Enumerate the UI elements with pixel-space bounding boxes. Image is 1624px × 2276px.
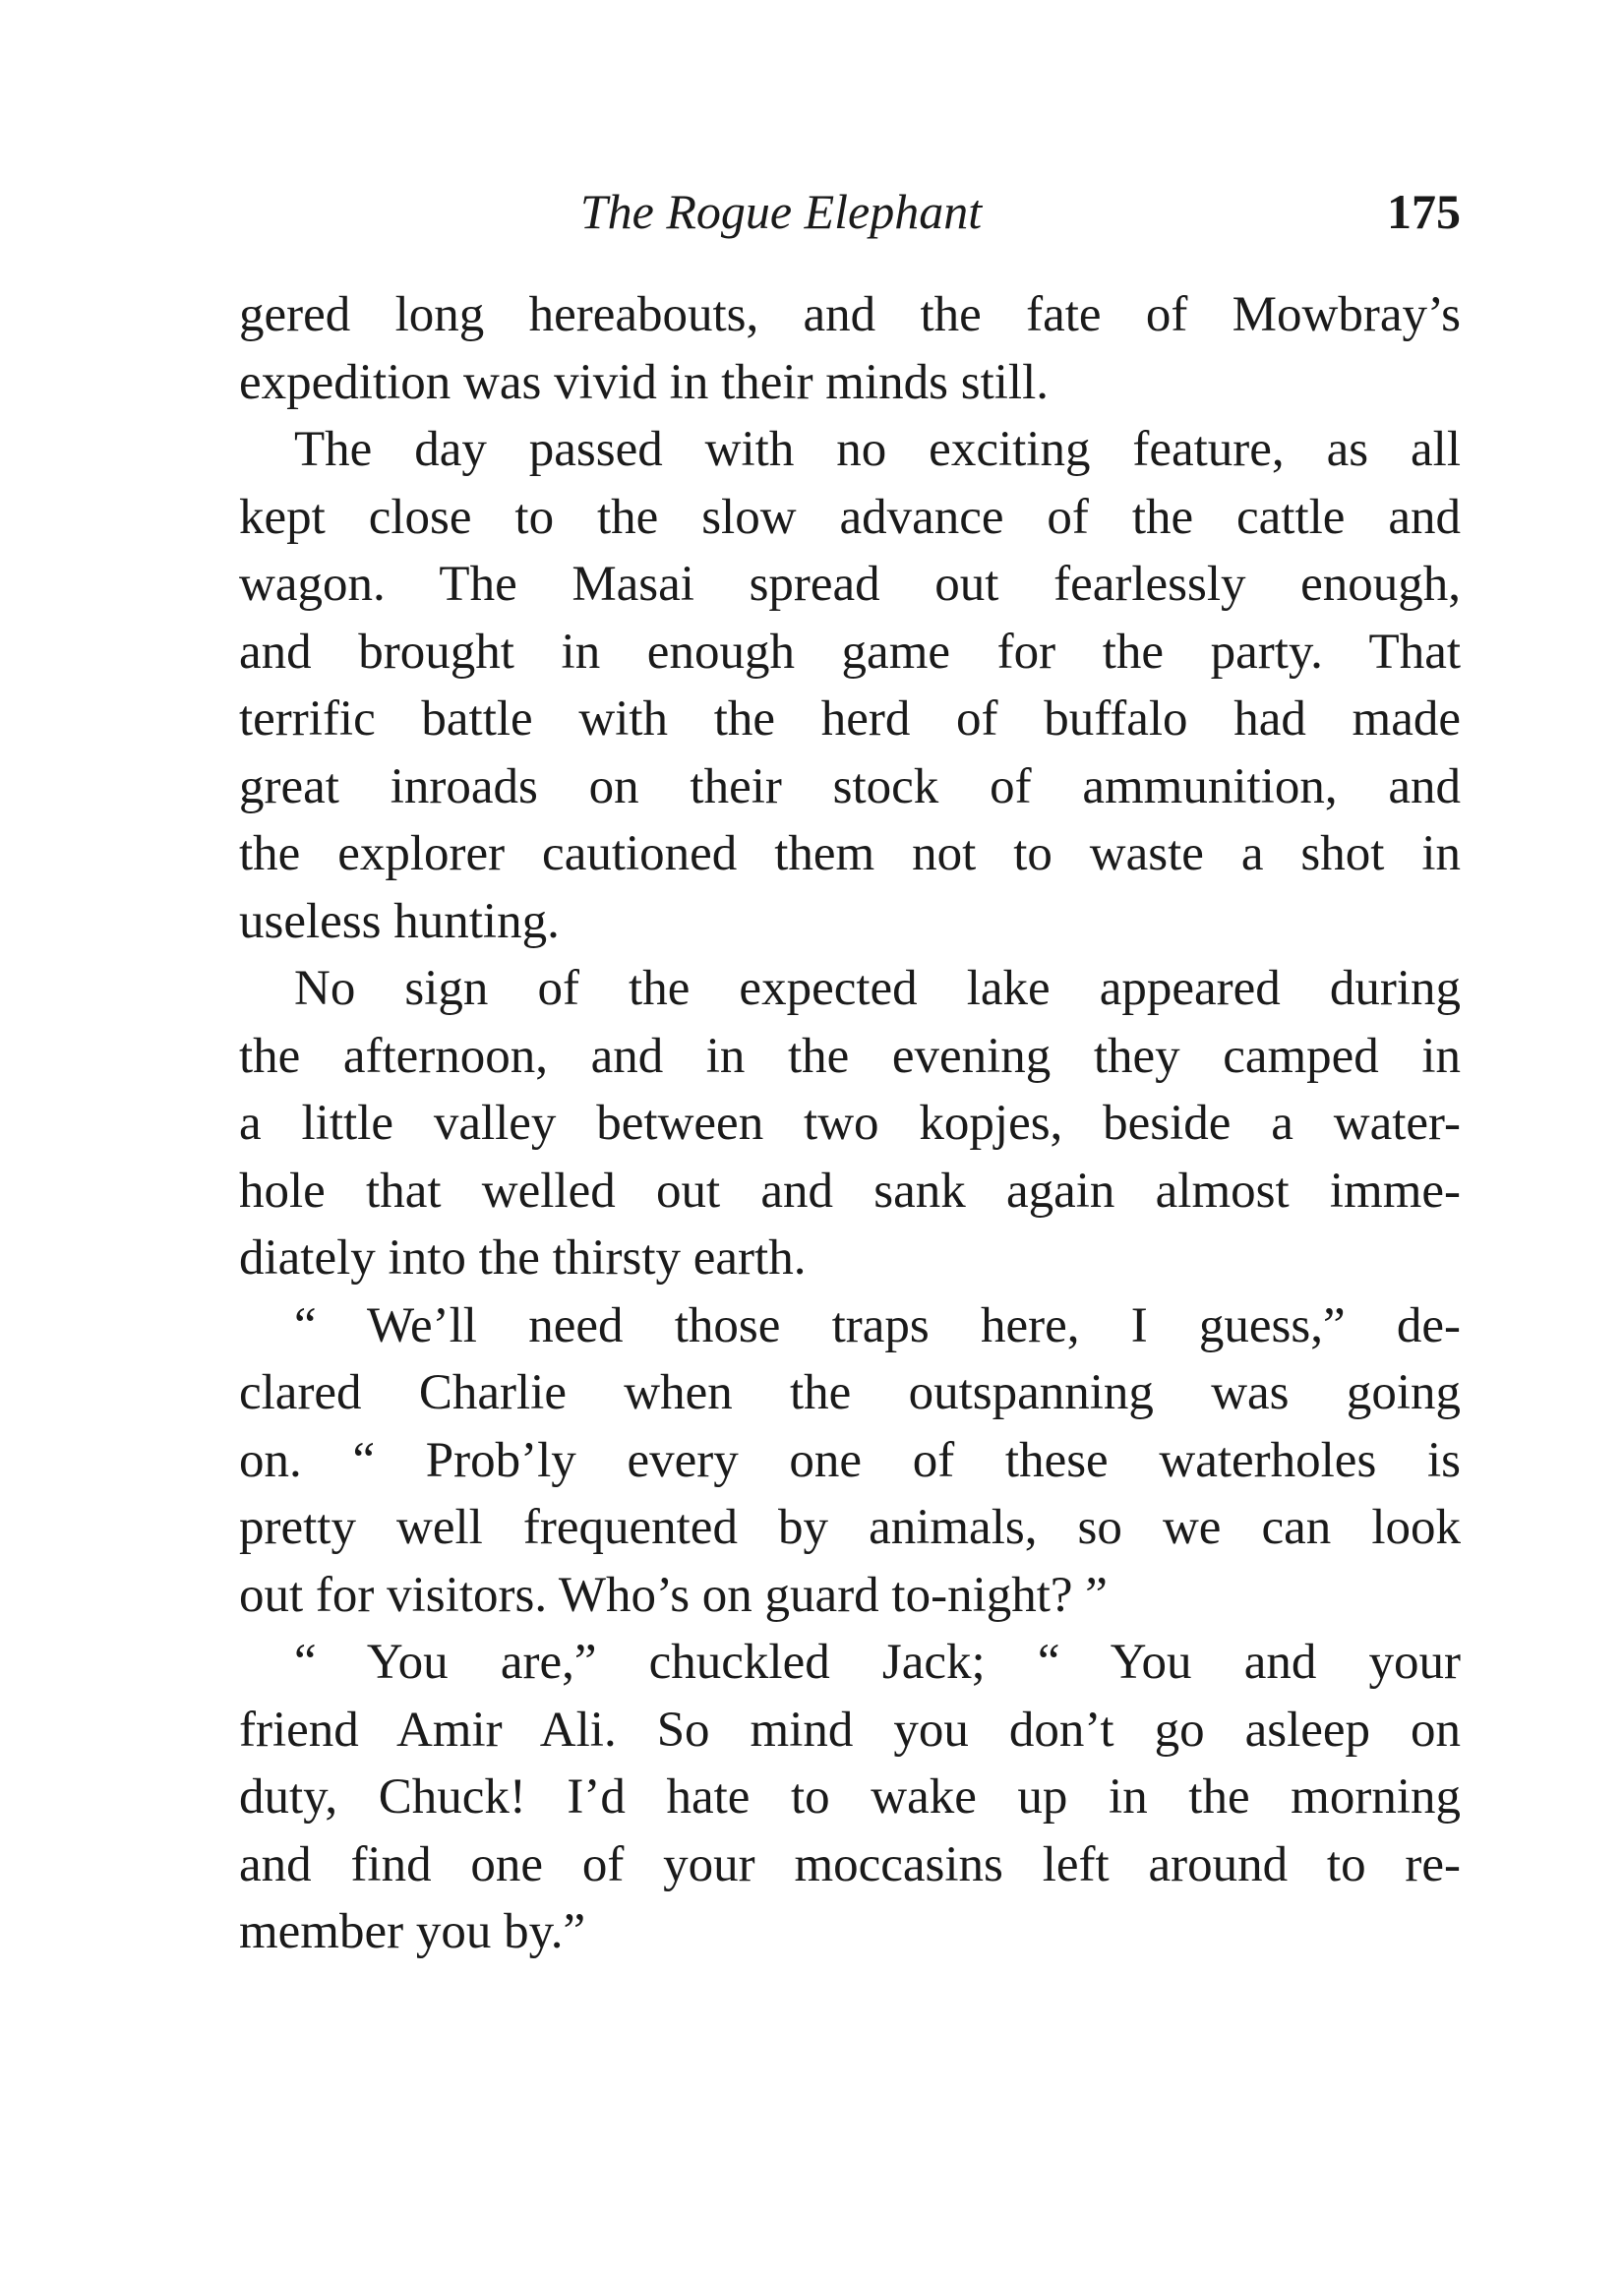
text-line: useless hunting. xyxy=(239,893,560,949)
text-line: and brought in enough game for the party. That xyxy=(239,624,1461,680)
text-line: the afternoon, and in the evening they camped in xyxy=(239,1028,1461,1084)
text-line: expedition was vivid in their minds still. xyxy=(239,354,1050,410)
text-line: a little valley between two kopjes, beside a water- xyxy=(239,1096,1461,1151)
text-line: clared Charlie when the outspanning was going xyxy=(239,1365,1461,1420)
text-line: pretty well frequented by animals, so we can look xyxy=(239,1500,1461,1555)
text-line: The day passed with no exciting feature, as all xyxy=(294,422,1461,477)
text-line: great inroads on their stock of ammunition, and xyxy=(239,758,1461,814)
text-line: and find one of your moccasins left around to re- xyxy=(239,1836,1461,1892)
running-head xyxy=(239,177,1461,246)
text-line: “ You are,” chuckled Jack; “ You and your xyxy=(294,1635,1461,1690)
text-line: kept close to the slow advance of the cattle and xyxy=(239,489,1461,545)
running-title: The Rogue Elephant xyxy=(579,184,983,239)
text-line: wagon. The Masai spread out fearlessly enough, xyxy=(239,557,1461,612)
text-line: friend Amir Ali. So mind you don’t go asleep on xyxy=(239,1702,1461,1758)
text-line: terrific battle with the herd of buffalo had made xyxy=(239,691,1461,747)
text-line: out for visitors. Who’s on guard to-night? ” xyxy=(239,1567,1108,1623)
text-line: member you by.” xyxy=(239,1904,586,1959)
text-line: diately into the thirsty earth. xyxy=(239,1230,807,1286)
text-line: the explorer cautioned them not to waste a shot in xyxy=(239,826,1461,881)
text-line: duty, Chuck! I’d hate to wake up in the morning xyxy=(239,1769,1461,1825)
text-line: gered long hereabouts, and the fate of Mowbray’s xyxy=(239,287,1461,342)
text-line: on. “ Prob’ly every one of these waterholes is xyxy=(239,1432,1461,1488)
text-line: “ We’ll need those traps here, I guess,” de- xyxy=(294,1297,1461,1353)
text-line: No sign of the expected lake appeared during xyxy=(294,961,1461,1016)
text-line: hole that welled out and sank again almost imme- xyxy=(239,1163,1461,1219)
body-text xyxy=(239,281,1461,1966)
page-number: 175 xyxy=(1387,184,1461,239)
